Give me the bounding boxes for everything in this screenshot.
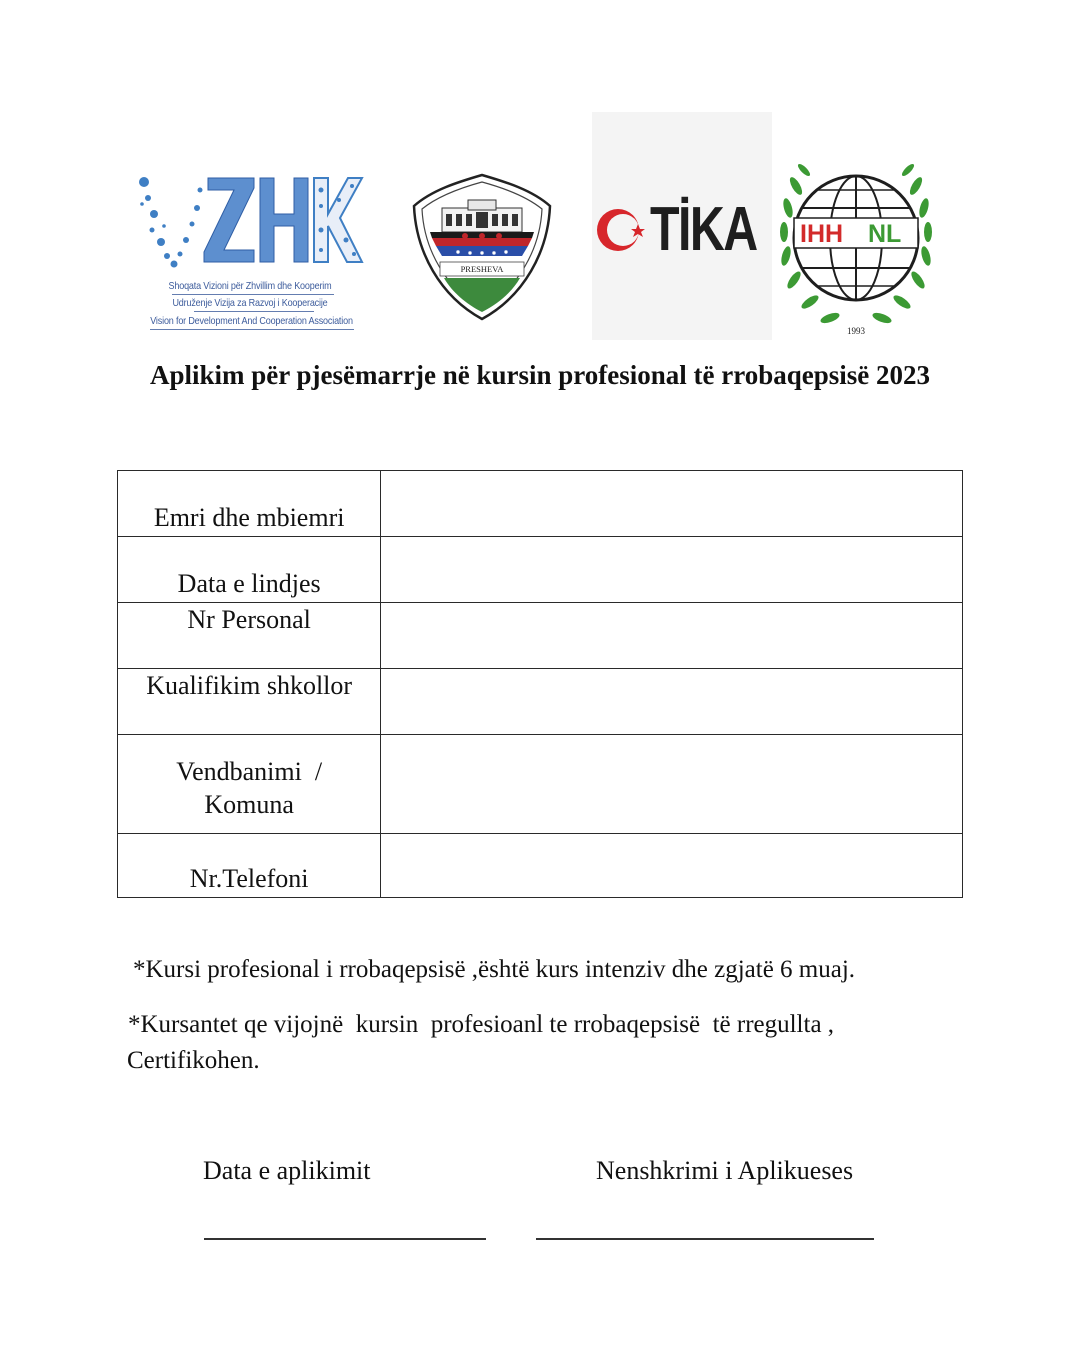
form-row-residence <box>118 735 963 834</box>
field-residence[interactable] <box>381 735 963 834</box>
page-title: Aplikim për pjesëmarrje në kursin profesional të rrobaqepsisë 2023 <box>150 360 930 390</box>
applicant-signature-line[interactable] <box>536 1238 874 1240</box>
note-certification-line1: *Kursantet qe vijojnë kursin profesioanl te rrobaqepsisë të rregullta , <box>128 1011 835 1038</box>
applicant-signature-label: Nenshkrimi i Aplikueses <box>596 1156 854 1185</box>
label-residence <box>118 735 381 834</box>
label-qualification: Kualifikim shkollor <box>118 669 381 735</box>
ihh-year: 1993 <box>847 326 865 336</box>
label-personal-number: Nr Personal <box>118 603 381 669</box>
form-row-birthdate <box>118 537 963 603</box>
ihh-logo <box>776 146 936 342</box>
label-residence-line1: Vendbanimi / <box>176 757 323 786</box>
form-row-phone <box>118 834 963 898</box>
field-qualification[interactable] <box>381 669 963 735</box>
vzhk-line-1: Shoqata Vizioni për Zhvillim dhe Kooperim <box>168 280 332 292</box>
vzhk-mark-icon <box>134 170 366 280</box>
vzhk-line-2: Udruženje Vizija za Razvoj i Kooperacije <box>172 297 328 309</box>
vzhk-line-3: Vision for Development And Cooperation Association <box>150 315 353 327</box>
vzhk-underline-1 <box>172 294 334 295</box>
label-residence-line2: Komuna <box>204 790 294 819</box>
svg-text:IHH: IHH <box>800 220 844 248</box>
vzhk-underline-2 <box>194 311 314 312</box>
vzhk-logo <box>134 170 366 334</box>
form-row-personal-number <box>118 603 963 669</box>
vzhk-underline-3 <box>150 329 354 330</box>
note-certification-line2: Certifikohen. <box>127 1047 260 1074</box>
field-birthdate[interactable] <box>381 537 963 603</box>
svg-text:NL: NL <box>868 220 902 248</box>
field-phone[interactable] <box>381 834 963 898</box>
presheva-emblem <box>410 172 554 322</box>
tika-wordmark: TİKA <box>650 195 757 264</box>
label-phone: Nr.Telefoni <box>118 834 381 898</box>
ihh-globe-wreath-icon <box>776 146 936 342</box>
presheva-label: PRESHEVA <box>460 264 504 274</box>
application-date-label: Data e aplikimit <box>203 1156 371 1185</box>
label-birthdate: Data e lindjes <box>118 537 381 603</box>
field-name[interactable] <box>381 471 963 537</box>
form-row-name <box>118 471 963 537</box>
note-duration: *Kursi profesional i rrobaqepsisë ,është kurs intenziv dhe zgjatë 6 muaj. <box>133 956 856 983</box>
form-row-qualification <box>118 669 963 735</box>
field-personal-number[interactable] <box>381 603 963 669</box>
application-date-line[interactable] <box>204 1238 486 1240</box>
tika-logo <box>592 112 772 340</box>
presheva-shield-icon <box>410 172 554 322</box>
label-name: Emri dhe mbiemri <box>118 471 381 537</box>
application-form-table <box>117 470 963 898</box>
